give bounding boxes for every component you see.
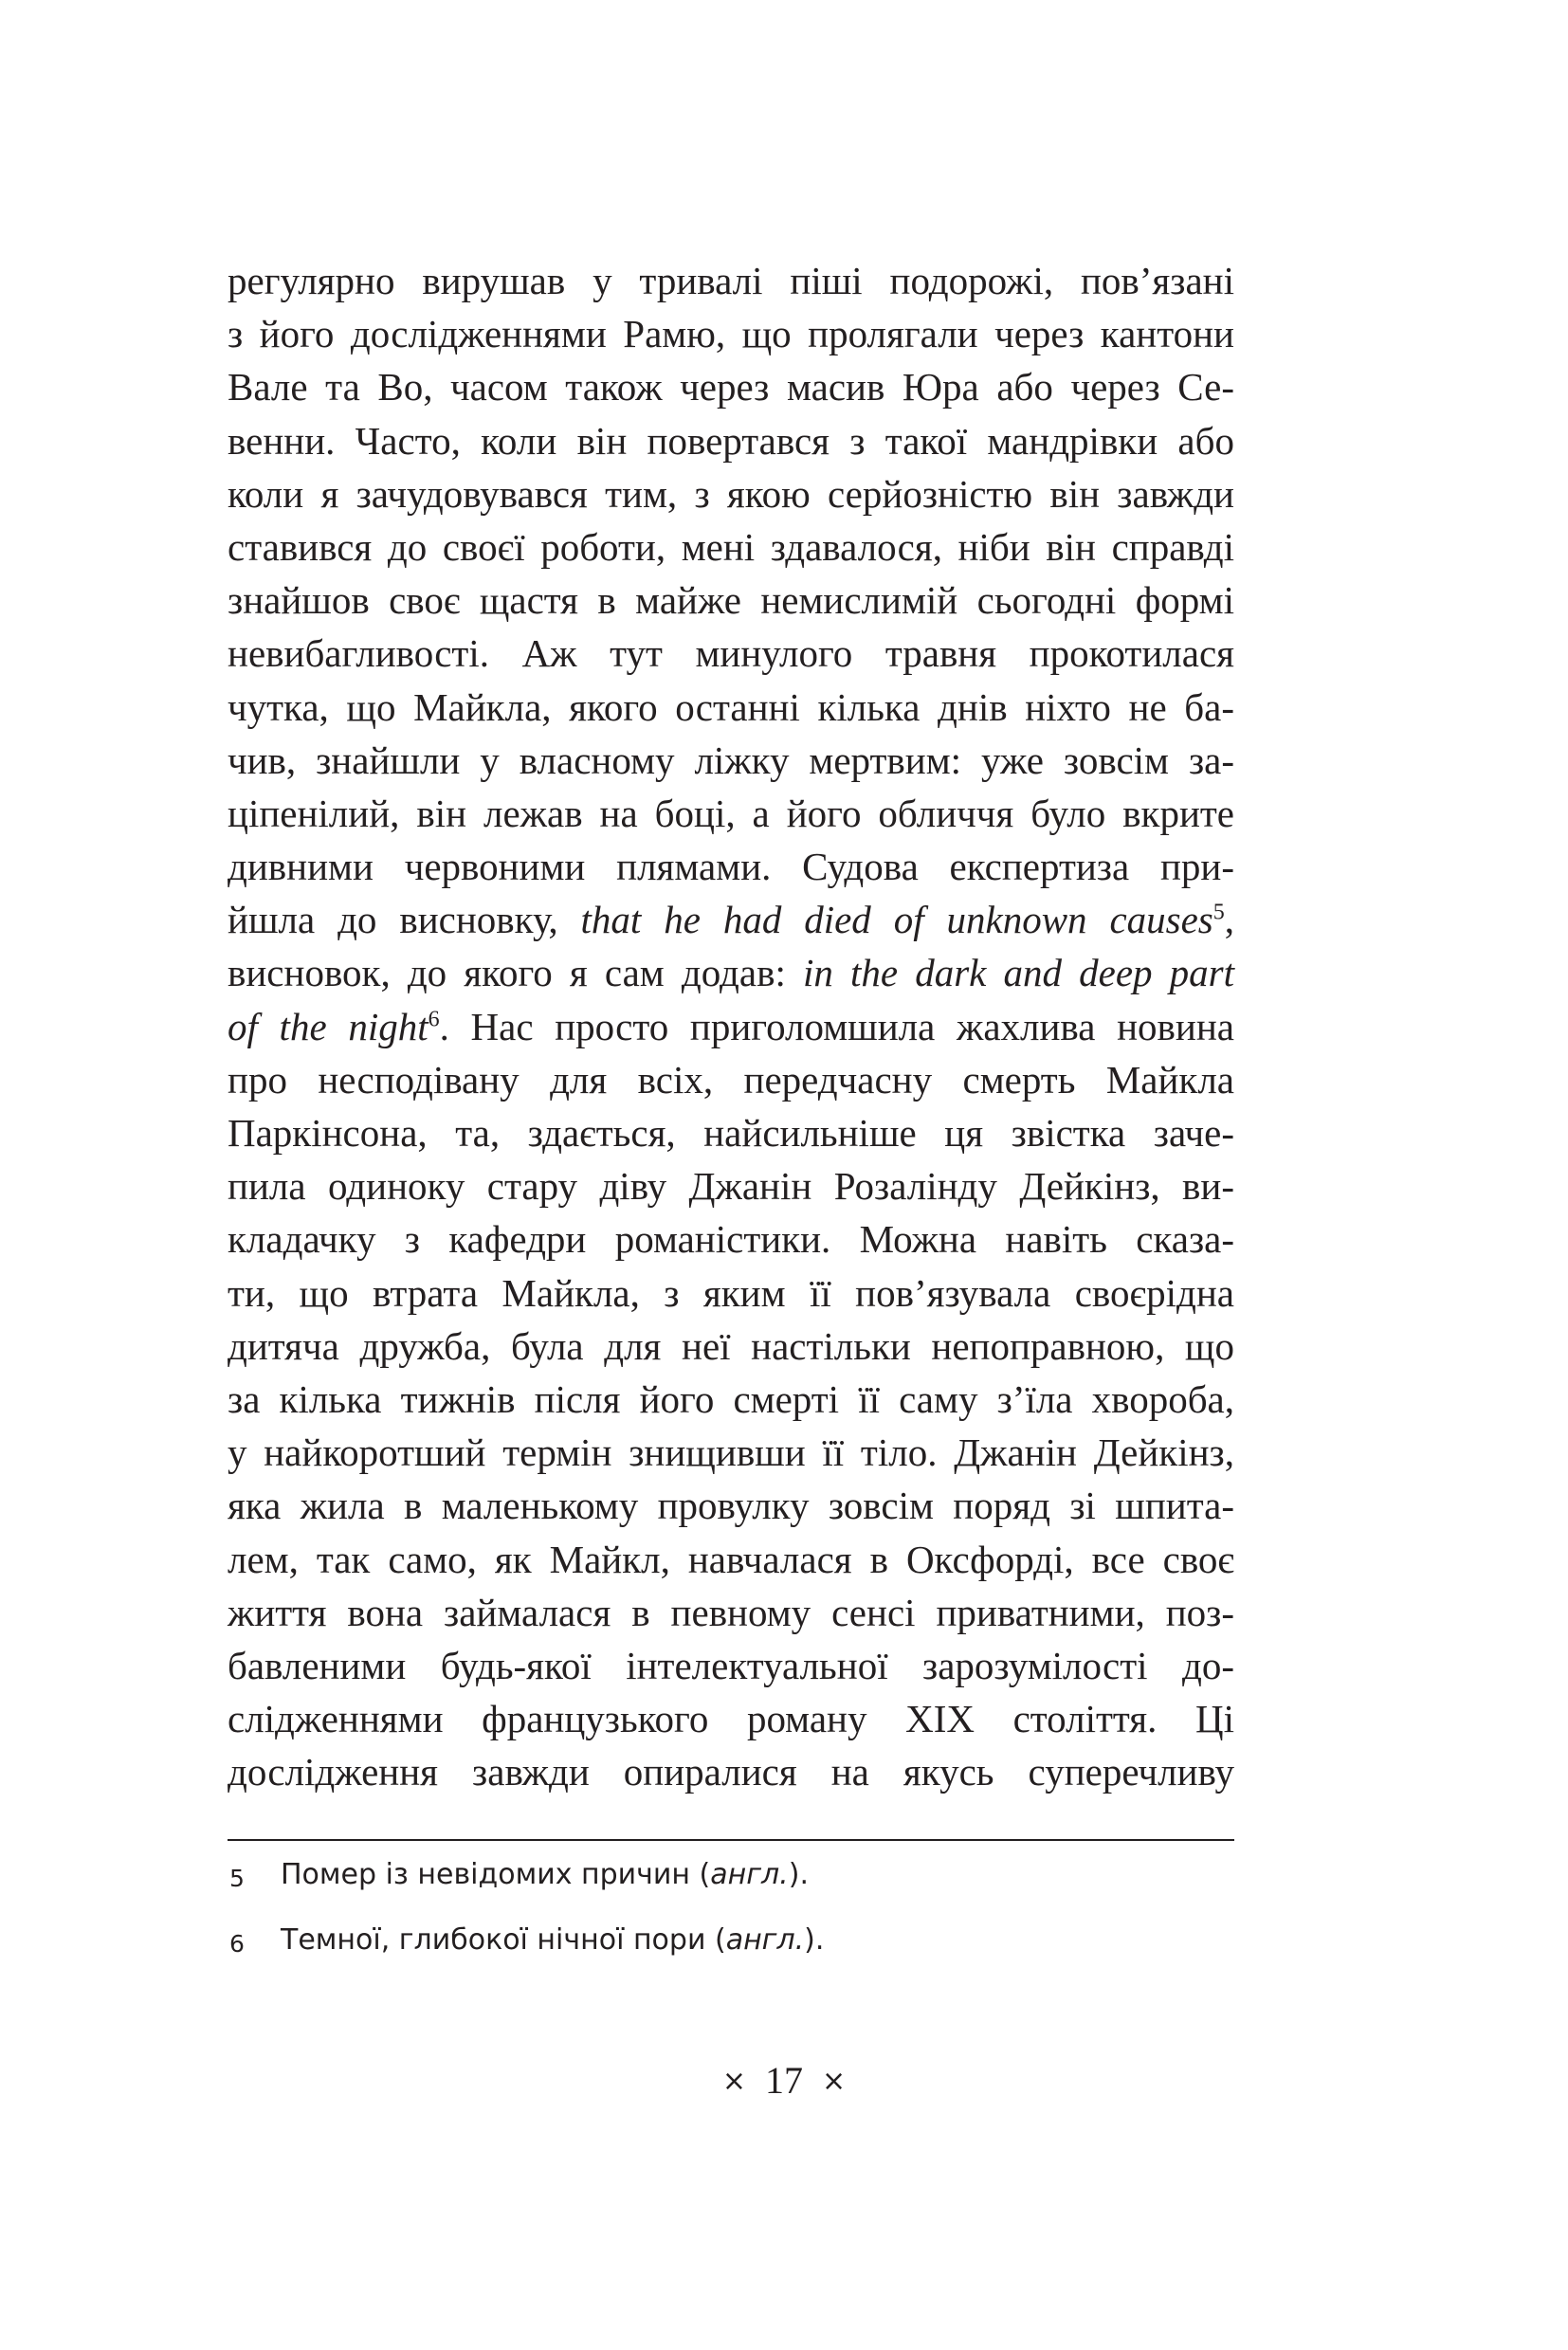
page-folio — [0, 2057, 1568, 2108]
text-run: , — [1224, 898, 1234, 942]
footnote-number: 5 — [229, 1865, 245, 1892]
text-line — [228, 1426, 1234, 1479]
text-line — [228, 627, 1234, 680]
text-run: ставився до своєї роботи, мені здавалося, ніби він справді — [228, 524, 1234, 569]
text-run: чутка, що Майкла, якого останні кілька днів ніхто не ба- — [228, 684, 1234, 729]
text-run: йшла до висновку, — [228, 898, 581, 942]
text-run: з його дослідженнями Рамю, що пролягали через кантони — [228, 312, 1234, 356]
text-line — [228, 734, 1234, 787]
text-line — [228, 1692, 1234, 1745]
text-line — [228, 893, 1234, 946]
footnote-language-note: англ. — [725, 1923, 805, 1957]
page-number: 17 — [765, 2059, 803, 2102]
footnote-number: 6 — [229, 1930, 245, 1958]
text-line — [228, 1320, 1234, 1373]
footnote — [228, 1922, 1234, 1959]
text-line — [228, 1745, 1234, 1798]
text-line — [228, 946, 1234, 999]
folio-ornament-left: × — [721, 2065, 746, 2098]
text-line — [228, 681, 1234, 734]
text-run: про несподівану для всіх, передчасну смерть Майкла — [228, 1057, 1234, 1102]
text-run: Вале та Во, часом також через масив Юра або через Се- — [228, 365, 1234, 410]
text-run: лем, так само, як Майкл, навчалася в Оксфорді, все своє — [228, 1537, 1234, 1581]
footnotes — [228, 1856, 1234, 1987]
text-run: життя вона займалася в певному сенсі приватними, поз- — [228, 1590, 1234, 1634]
text-line — [228, 787, 1234, 840]
footnote-text-run: ). — [804, 1923, 825, 1957]
text-run: Паркінсона, та, здається, найсильніше ця звістка заче- — [228, 1111, 1234, 1155]
text-run: венни. Часто, коли він повертався з такої мандрівки або — [228, 418, 1234, 463]
footnote — [228, 1856, 1234, 1894]
text-run: знайшов своє щастя в майже немислимій сьогодні формі — [228, 578, 1234, 623]
text-run: невибагливості. Аж тут минулого травня прокотилася — [228, 631, 1234, 676]
text-line — [228, 1212, 1234, 1266]
footnote-text — [281, 1856, 809, 1894]
text-line — [228, 307, 1234, 360]
footnote-language-note: англ. — [710, 1858, 789, 1891]
text-run: коли я зачудовувався тим, з якою серйозністю він завжди — [228, 471, 1234, 516]
text-run: висновок, до якого я сам додав: — [228, 951, 803, 995]
text-run: дивними червоними плямами. Судова експертиза при- — [228, 845, 1234, 889]
text-run: слідженнями французького роману XIX століття. Ці — [228, 1697, 1234, 1741]
text-line — [228, 1266, 1234, 1320]
text-run: пила одиноку стару діву Джанін Розалінду Дейкінз, ви- — [228, 1164, 1234, 1209]
italic-run: in the dark and deep part — [802, 951, 1234, 995]
text-line — [228, 467, 1234, 520]
text-line — [228, 1639, 1234, 1692]
text-run: у найкоротший термін знищивши її тіло. Джанін Дейкінз, — [228, 1430, 1234, 1475]
text-run: . Нас просто приголомшила жахлива новина — [439, 1004, 1234, 1048]
text-run: регулярно вирушав у тривалі піші подорожі, пов’язані — [228, 259, 1234, 302]
text-line — [228, 1533, 1234, 1586]
text-line — [228, 1586, 1234, 1639]
text-run: ціпенілий, він лежав на боці, а його обличчя було вкрите — [228, 791, 1234, 835]
text-line — [228, 1106, 1234, 1159]
text-line — [228, 254, 1234, 307]
footnote-text-run: ). — [788, 1858, 809, 1891]
text-run: за кілька тижнів після його смерті її саму з’їла хвороба, — [228, 1376, 1234, 1421]
text-line — [228, 574, 1234, 627]
footnote-reference: 6 — [428, 1006, 440, 1031]
footnote-reference: 5 — [1212, 900, 1225, 925]
text-line — [228, 1000, 1234, 1053]
text-line — [228, 1159, 1234, 1212]
text-run: чив, знайшли у власному ліжку мертвим: уже зовсім за- — [228, 738, 1234, 782]
footnote-divider — [228, 1839, 1234, 1841]
text-run: ти, що втрата Майкла, з яким її пов’язувала своєрідна — [228, 1270, 1234, 1315]
italic-run: that he had died of unknown causes — [580, 898, 1213, 942]
italic-run: of the night — [228, 1004, 428, 1048]
text-run: дослідження завжди опиралися на якусь суперечливу — [228, 1750, 1234, 1794]
text-line — [228, 520, 1234, 574]
text-run: кладачку з кафедри романістики. Можна навіть сказа- — [228, 1217, 1234, 1262]
text-run: дитяча дружба, була для неї настільки непоправною, що — [228, 1323, 1234, 1368]
text-line — [228, 1373, 1234, 1426]
footnote-text-run: Темної, глибокої нічної пори ( — [281, 1923, 726, 1957]
text-line — [228, 1053, 1234, 1106]
text-line — [228, 840, 1234, 893]
text-run: бавленими будь-якої інтелектуальної зарозумілості до- — [228, 1643, 1234, 1687]
text-line — [228, 360, 1234, 413]
body-text — [228, 254, 1234, 1798]
footnote-text-run: Помер із невідомих причин ( — [281, 1858, 711, 1891]
text-line — [228, 1479, 1234, 1532]
footnote-text — [281, 1922, 824, 1959]
text-line — [228, 414, 1234, 467]
text-run: яка жила в маленькому провулку зовсім поряд зі шпита- — [228, 1484, 1234, 1528]
folio-ornament-right: × — [822, 2065, 847, 2098]
